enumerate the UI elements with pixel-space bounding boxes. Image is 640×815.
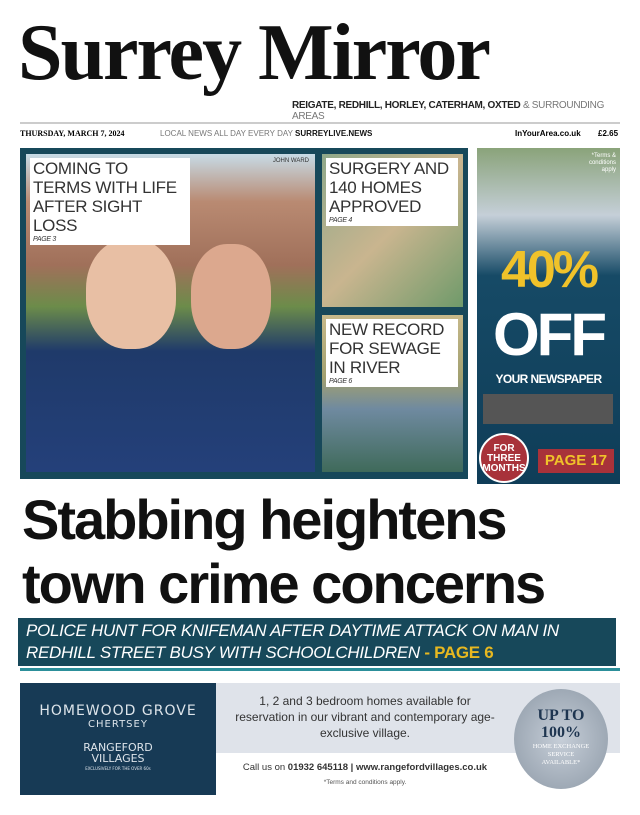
coverage-areas bbox=[292, 100, 622, 122]
photo-credit: JOHN WARD bbox=[272, 158, 309, 164]
tagline-text: LOCAL NEWS ALL DAY EVERY DAY bbox=[160, 129, 293, 138]
ad-line: YOUR NEWSPAPER bbox=[495, 372, 602, 386]
subheadline bbox=[18, 618, 616, 666]
rangeford-advert[interactable] bbox=[20, 683, 620, 795]
ad-page: PAGE 17 bbox=[538, 449, 614, 473]
newspaper-offer-ad[interactable] bbox=[477, 148, 620, 484]
advert-body: 1, 2 and 3 bedroom homes available for reservation in our vibrant and contemporary age-exclusive village. bbox=[235, 694, 495, 740]
advert-seal: UP TO 100% HOME EXCHANGE SERVICE AVAILABLE* bbox=[514, 689, 608, 789]
advert-brand-panel bbox=[20, 683, 216, 795]
story-caption[interactable]: NEW RECORD FOR SEWAGE IN RIVER PAGE 6 bbox=[326, 319, 458, 387]
masthead-logo: Surrey Mirror bbox=[18, 9, 489, 97]
areas-light: & SURROUNDING AREAS bbox=[292, 100, 605, 122]
advert-place: CHERTSEY bbox=[88, 719, 148, 730]
story-photo-river[interactable] bbox=[322, 315, 463, 472]
story-caption[interactable]: SURGERY AND 140 HOMES APPROVED PAGE 4 bbox=[326, 158, 458, 226]
stories-panel bbox=[20, 148, 468, 479]
areas-bold: REIGATE, REDHILL, HORLEY, CATERHAM, OXTED bbox=[292, 100, 521, 111]
issue-date: THURSDAY, MARCH 7, 2024 bbox=[20, 129, 125, 138]
ad-off: OFF bbox=[493, 301, 604, 368]
ad-terms: *Terms & conditions apply bbox=[588, 153, 616, 173]
advert-logo: VILLAGES bbox=[91, 752, 145, 765]
person-face bbox=[191, 244, 271, 349]
divider bbox=[20, 668, 620, 671]
person-face bbox=[86, 239, 176, 349]
story-photo-main[interactable] bbox=[26, 154, 315, 472]
ad-percent: 40% bbox=[500, 241, 597, 299]
advert-terms: *Terms and conditions apply. bbox=[323, 779, 407, 786]
advert-logo: RANGEFORD bbox=[83, 741, 153, 754]
price: £2.65 bbox=[598, 129, 619, 138]
tagline bbox=[160, 129, 372, 138]
letterbox-icon bbox=[483, 394, 613, 424]
site-link[interactable]: SURREYLIVE.NEWS bbox=[295, 129, 373, 138]
inyourarea-link[interactable]: InYourArea.co.uk bbox=[515, 129, 581, 138]
subhead-page: - PAGE 6 bbox=[424, 643, 494, 662]
advert-brand: HOMEWOOD GROVE bbox=[39, 703, 197, 719]
advert-contact[interactable]: Call us on 01932 645118 | www.rangefordvillages.co.uk bbox=[242, 762, 488, 773]
story-caption[interactable]: COMING TO TERMS WITH LIFE AFTER SIGHT LOSS PAGE 3 bbox=[30, 158, 190, 245]
headline-line: Stabbing heightens bbox=[22, 488, 506, 551]
headline-line: town crime concerns bbox=[22, 552, 545, 615]
divider bbox=[20, 122, 620, 124]
story-photo-homes[interactable] bbox=[322, 154, 463, 307]
subhead-text: POLICE HUNT FOR KNIFEMAN AFTER DAYTIME ATTACK ON MAN IN REDHILL STREET BUSY WITH SCHOOLCHILDREN bbox=[26, 621, 559, 662]
advert-logo-tag: EXCLUSIVELY FOR THE OVER 60s bbox=[85, 766, 151, 771]
main-headline[interactable] bbox=[22, 488, 620, 616]
ad-badge: FOR THREE MONTHS bbox=[479, 433, 529, 483]
